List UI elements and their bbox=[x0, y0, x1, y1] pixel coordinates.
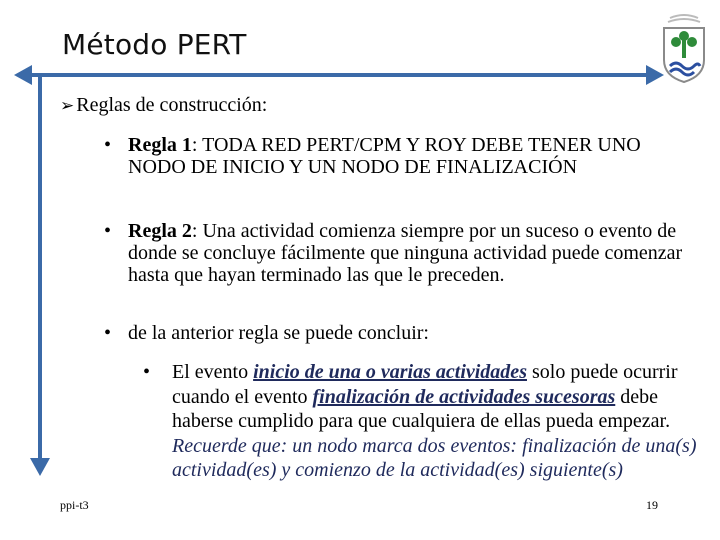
rule-2-label: Regla 2 bbox=[128, 220, 192, 242]
sub-conclusion-item bbox=[143, 360, 703, 483]
slide-title: Método PERT bbox=[62, 28, 247, 61]
rule-1-text: : TODA RED PERT/CPM Y ROY DEBE TENER UNO NODO DE INICIO Y UN NODO DE FINALIZACIÓN bbox=[128, 134, 641, 178]
conclusion-text: de la anterior regla se puede concluir: bbox=[128, 322, 429, 344]
sub-text-3: debe haberse cumplido para que cualquiera de ellas pueda empezar. bbox=[172, 385, 671, 432]
bullet-dot-icon: • bbox=[143, 361, 151, 383]
sub-text-2: solo puede ocurrir cuando el evento bbox=[172, 361, 678, 408]
arrow-bullet-icon: ➢ bbox=[60, 96, 75, 116]
horizontal-double-arrow bbox=[14, 65, 664, 85]
rule-1-item bbox=[104, 134, 699, 178]
rule-2-item bbox=[104, 220, 699, 286]
subtitle-text: Reglas de construcción: bbox=[76, 94, 268, 116]
subtitle-line bbox=[60, 94, 267, 117]
event-start-emphasis: inicio de una o varias actividades bbox=[253, 361, 527, 383]
footer-label: ppi-t3 bbox=[60, 498, 89, 512]
rule-1-label: Regla 1 bbox=[128, 134, 192, 156]
event-finish-emphasis: finalización de actividades sucesoras bbox=[312, 385, 616, 408]
bullet-dot-icon: • bbox=[104, 134, 112, 156]
vertical-down-arrow bbox=[30, 75, 50, 476]
sub-text-1: El evento bbox=[172, 361, 254, 383]
bullet-dot-icon: • bbox=[104, 220, 112, 242]
reminder-note: Recuerde que: un nodo marca dos eventos: finalización de una(s) actividad(es) y comienzo de la actividad(es) siguiente(s) bbox=[172, 434, 697, 481]
page-number: 19 bbox=[646, 498, 658, 512]
university-crest-icon bbox=[660, 14, 708, 84]
rule-2-text: : Una actividad comienza siempre por un suceso o evento de donde se concluye fácilmente que ninguna actividad puede comenzar hasta que hayan terminado las que le preceden. bbox=[128, 220, 683, 286]
conclusion-item bbox=[104, 322, 699, 344]
bullet-dot-icon: • bbox=[104, 322, 112, 344]
